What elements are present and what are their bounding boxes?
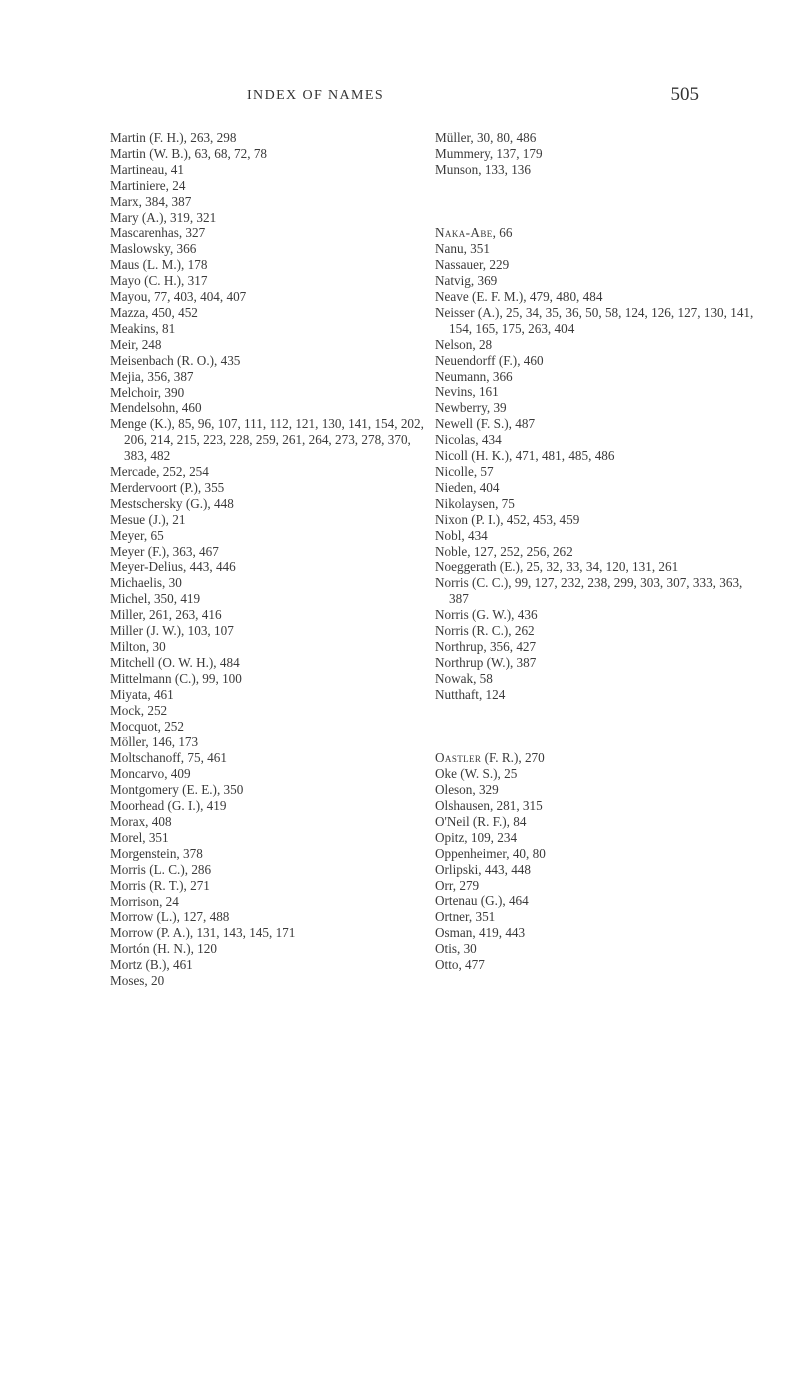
- index-entry: [435, 544, 760, 560]
- index-entry: Mary (A.), 319, 321: [110, 209, 217, 225]
- entry-text: Ortner, 351: [435, 909, 496, 925]
- index-entry: [435, 607, 760, 623]
- index-entry: [435, 273, 760, 289]
- running-head: INDEX OF NAMES: [247, 88, 385, 103]
- index-entry: Mayou, 77, 403, 404, 407: [110, 289, 247, 305]
- index-entry: Mitchell (O. W. H.), 484: [110, 654, 240, 670]
- index-entry: [435, 639, 760, 655]
- index-column-right: [435, 130, 760, 973]
- index-entry: Mesue (J.), 21: [110, 511, 186, 527]
- index-entry: Morris (R. T.), 271: [110, 877, 210, 893]
- index-entry: [435, 798, 760, 814]
- entry-text: Nicoll (H. K.), 471, 481, 485, 486: [435, 448, 615, 464]
- entry-text: Norris (C. C.), 99, 127, 232, 238, 299, 303, 307, 333, 363, 387: [435, 575, 743, 607]
- entry-text: Nanu, 351: [435, 241, 490, 257]
- index-entry: Moltschanoff, 75, 461: [110, 750, 227, 766]
- index-entry: [435, 305, 760, 337]
- entry-text: Northrup, 356, 427: [435, 638, 537, 654]
- letter-group-gap: [435, 178, 760, 226]
- index-entry: Milton, 30: [110, 639, 166, 654]
- index-entry: [435, 671, 760, 687]
- entry-text: Nassauer, 229: [435, 257, 510, 273]
- index-entry: Morax, 408: [110, 813, 172, 829]
- index-entry: Mascarenhas, 327: [110, 225, 206, 241]
- index-entry: Martin (W. B.), 63, 68, 72, 78: [110, 145, 268, 161]
- index-entry: Moses, 20: [110, 973, 165, 989]
- index-entry: Michaelis, 30: [110, 575, 182, 591]
- index-entry: [435, 448, 760, 464]
- index-entry: [435, 687, 760, 703]
- entry-text: Orlipski, 443, 448: [435, 861, 531, 877]
- page-number: 505: [670, 84, 699, 105]
- entry-text: Noeggerath (E.), 25, 32, 33, 34, 120, 131, 261: [435, 559, 679, 575]
- entry-lead-name: Oastler: [435, 750, 482, 766]
- entry-text: Nowak, 58: [435, 670, 493, 686]
- entry-text: Noble, 127, 252, 256, 262: [435, 543, 573, 559]
- index-entry: [435, 830, 760, 846]
- index-entry: [435, 941, 760, 957]
- index-entry: [435, 369, 760, 385]
- index-entry: Mortón (H. N.), 120: [110, 941, 217, 957]
- index-entry: [435, 766, 760, 782]
- index-entry: Munson, 133, 136: [435, 161, 531, 177]
- index-entry: Meyer, 65: [110, 527, 164, 543]
- index-entry: Maslowsky, 366: [110, 241, 197, 257]
- entry-text: Orr, 279: [435, 877, 480, 893]
- index-entry: [435, 925, 760, 941]
- index-entry: [435, 655, 760, 671]
- index-entry: [435, 750, 760, 766]
- entry-text: Opitz, 109, 234: [435, 829, 518, 845]
- index-entry: Morris (L. C.), 286: [110, 861, 212, 877]
- index-entry: Mummery, 137, 179: [435, 145, 543, 161]
- entry-text: Neuendorff (F.), 460: [435, 352, 544, 368]
- index-entry: Mestschersky (G.), 448: [110, 495, 234, 511]
- index-entry: [435, 432, 760, 448]
- entry-text: Norris (G. W.), 436: [435, 607, 538, 623]
- index-entry: Moncarvo, 409: [110, 766, 191, 782]
- index-entry: [435, 893, 760, 909]
- index-entry: Michel, 350, 419: [110, 591, 201, 607]
- index-entry: Mock, 252: [110, 702, 168, 718]
- index-entry: Maus (L. M.), 178: [110, 257, 208, 273]
- index-entry: Melchoir, 390: [110, 384, 185, 400]
- index-entry: Mocquot, 252: [110, 718, 184, 734]
- index-entry: Meir, 248: [110, 336, 162, 352]
- index-entry: Meyer (F.), 363, 467: [110, 543, 219, 559]
- index-entry: [435, 225, 760, 241]
- page-header: [0, 76, 800, 116]
- index-entry: [435, 289, 760, 305]
- entry-text: Osman, 419, 443: [435, 925, 526, 941]
- index-entry: [435, 528, 760, 544]
- index-entry: [435, 814, 760, 830]
- index-entry: Mayo (C. H.), 317: [110, 273, 208, 289]
- index-entry: [435, 559, 760, 575]
- index-entry: Morrison, 24: [110, 893, 179, 909]
- entry-text: Oleson, 329: [435, 782, 499, 798]
- index-entry: Mittelmann (C.), 99, 100: [110, 670, 242, 686]
- entry-text: Oppenheimer, 40, 80: [435, 845, 546, 861]
- entry-text: Nicolas, 434: [435, 432, 502, 448]
- index-entry: Miyata, 461: [110, 686, 174, 702]
- index-entry: Morrow (L.), 127, 488: [110, 909, 230, 925]
- index-entry: [435, 862, 760, 878]
- entry-text: Neumann, 366: [435, 368, 513, 384]
- index-entry: Martiniere, 24: [110, 177, 186, 193]
- entry-text: Nixon (P. I.), 452, 453, 459: [435, 511, 580, 527]
- index-entry: Möller, 146, 173: [110, 734, 199, 750]
- index-entry: Martin (F. H.), 263, 298: [110, 130, 237, 145]
- index-entry: Morel, 351: [110, 829, 169, 845]
- index-entry: Morrow (P. A.), 131, 143, 145, 171: [110, 925, 296, 941]
- index-entry: [435, 909, 760, 925]
- index-entry: [435, 782, 760, 798]
- entry-text: Nicolle, 57: [435, 464, 494, 479]
- entry-text: O'Neil (R. F.), 84: [435, 813, 527, 829]
- index-column-left: [110, 130, 430, 989]
- index-entry: [435, 353, 760, 369]
- entry-text: Neave (E. F. M.), 479, 480, 484: [435, 289, 603, 305]
- entry-text: Ortenau (G.), 464: [435, 893, 529, 909]
- index-entry: [435, 464, 760, 480]
- index-entry: Mejia, 356, 387: [110, 368, 194, 384]
- entry-text: Olshausen, 281, 315: [435, 798, 543, 813]
- entry-text: Neisser (A.), 25, 34, 35, 36, 50, 58, 124, 126, 127, 130, 141, 154, 165, 175, 263, 404: [435, 304, 754, 336]
- entry-text: Oke (W. S.), 25: [435, 766, 518, 782]
- entry-lead-name: Naka-Abe: [435, 225, 493, 241]
- index-entry: [435, 512, 760, 528]
- entry-text: Nelson, 28: [435, 336, 493, 352]
- index-entry: [435, 623, 760, 639]
- index-entry: [435, 846, 760, 862]
- index-entry: [435, 400, 760, 416]
- index-entry: [435, 496, 760, 512]
- entry-text: Newell (F. S.), 487: [435, 416, 536, 432]
- entry-text: Otto, 477: [435, 957, 485, 973]
- index-entry: [435, 416, 760, 432]
- index-entry: Morgenstein, 378: [110, 845, 203, 861]
- index-entry: Miller (J. W.), 103, 107: [110, 623, 234, 639]
- entry-text: (F. R.), 270: [481, 750, 545, 766]
- index-entry: Moorhead (G. I.), 419: [110, 798, 227, 814]
- index-entry: [435, 957, 760, 973]
- index-entry: Meisenbach (R. O.), 435: [110, 352, 241, 368]
- index-entry: [435, 337, 760, 353]
- index-entry: Martineau, 41: [110, 161, 184, 177]
- entry-text: Norris (R. C.), 262: [435, 623, 535, 639]
- entry-text: Nutthaft, 124: [435, 686, 506, 702]
- index-entry: Mercade, 252, 254: [110, 464, 209, 480]
- entry-text: Nieden, 404: [435, 479, 500, 495]
- index-entry: Miller, 261, 263, 416: [110, 607, 222, 623]
- index-entry: Mazza, 450, 452: [110, 304, 198, 320]
- index-entry: [435, 878, 760, 894]
- index-entry: Marx, 384, 387: [110, 193, 192, 209]
- index-entry: [435, 575, 760, 607]
- entry-text: , 66: [492, 225, 513, 241]
- letter-group-gap: [435, 703, 760, 751]
- entry-text: Nikolaysen, 75: [435, 495, 515, 511]
- index-entry: Menge (K.), 85, 96, 107, 111, 112, 121, 130, 141, 154, 202, 206, 214, 215, 223, 228, 259, 261, 264, 273, 278, 370, 383, 482: [110, 416, 424, 464]
- index-entry: Meyer-Delius, 443, 446: [110, 559, 236, 575]
- entry-text: Newberry, 39: [435, 400, 507, 416]
- entry-text: Otis, 30: [435, 941, 477, 957]
- index-entry: [435, 480, 760, 496]
- index-entry: Montgomery (E. E.), 350: [110, 782, 244, 798]
- index-entry: Meakins, 81: [110, 320, 176, 336]
- index-entry: Mendelsohn, 460: [110, 400, 202, 416]
- entry-text: Northrup (W.), 387: [435, 654, 537, 670]
- index-entry: Merdervoort (P.), 355: [110, 479, 225, 495]
- entry-text: Nobl, 434: [435, 527, 488, 543]
- index-entry: Müller, 30, 80, 486: [435, 130, 537, 145]
- entry-text: Nevins, 161: [435, 384, 499, 400]
- index-entry: Mortz (B.), 461: [110, 957, 193, 973]
- index-entry: [435, 384, 760, 400]
- index-entry: [435, 257, 760, 273]
- entry-text: Natvig, 369: [435, 273, 498, 289]
- index-entry: [435, 241, 760, 257]
